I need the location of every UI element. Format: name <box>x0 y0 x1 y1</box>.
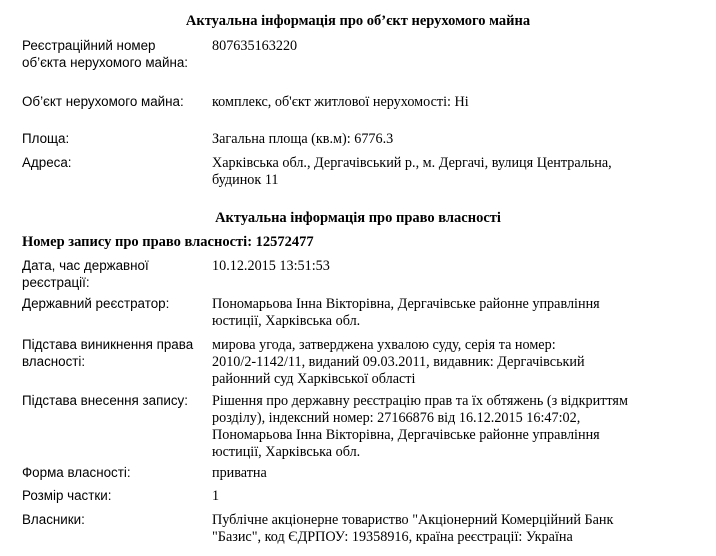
field-value: мирова угода, затверджена ухвалою суду, серія та номер: 2010/2-1142/11, виданий 09.03.2011, видавник: Дергачівський районний суд Харківської області <box>212 337 585 387</box>
ownership-section-title: Актуальна інформація про право власності <box>215 210 501 226</box>
field-value: Публічне акціонерне товариство "Акціонерний Комерційний Банк "Базис", код ЄДРПОУ: 19358916, країна реєстрації: Україна <box>212 512 614 545</box>
field-value: 1 <box>212 488 220 504</box>
field-label: Підстава виникнення права власності: <box>22 337 194 369</box>
field-label: Об’єкт нерухомого майна: <box>22 94 184 109</box>
field-value: 10.12.2015 13:51:53 <box>212 258 330 274</box>
field-value: Рішення про державну реєстрацію прав та їх обтяжень (з відкриттям розділу), індексний номер: 27166876 від 16.12.2015 16:47:02, Пономарьова Інна Вікторівна, Дергачівське районне управління юстиції, Харківська обл. <box>212 393 628 460</box>
field-value: Харківська обл., Дергачівський р., м. Дергачі, вулиця Центральна, будинок 11 <box>212 155 612 188</box>
field-value: Пономарьова Інна Вікторівна, Дергачівське районне управління юстиції, Харківська обл. <box>212 296 600 329</box>
field-value: комплекс, об'єкт житлової нерухомості: Ні <box>212 94 469 110</box>
field-value: Загальна площа (кв.м): 6776.3 <box>212 131 394 147</box>
object-section-title: Актуальна інформація про об’єкт нерухомого майна <box>185 13 531 29</box>
field-value: 807635163220 <box>212 38 298 54</box>
record-number-heading: Номер запису про право власності: 12572477 <box>22 234 314 250</box>
field-label: Розмір частки: <box>22 488 112 503</box>
field-label: Дата, час державної реєстрації: <box>22 258 149 290</box>
field-label: Державний реєстратор: <box>22 296 170 311</box>
field-label: Підстава внесення запису: <box>22 393 188 408</box>
field-label: Форма власності: <box>22 465 131 480</box>
field-label: Адреса: <box>22 155 72 170</box>
field-label: Площа: <box>22 131 70 146</box>
field-label: Реєстраційний номер об’єкта нерухомого майна: <box>22 38 189 70</box>
field-value: приватна <box>212 465 267 481</box>
field-label: Власники: <box>22 512 85 527</box>
